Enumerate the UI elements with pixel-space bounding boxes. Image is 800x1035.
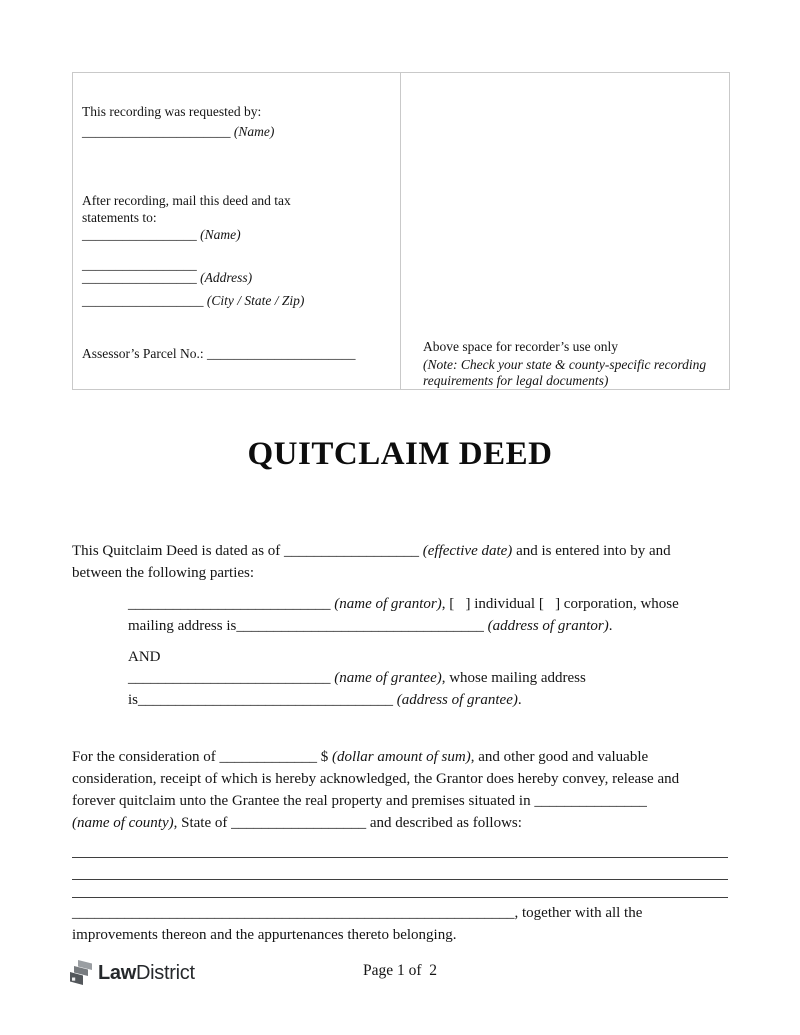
description-blank-4: ___________________________________________________________: [72, 905, 515, 921]
state-blank: __________________: [231, 815, 367, 831]
description-tail-line2: improvements thereon and the appurtenances thereto belonging.: [72, 927, 457, 943]
grantee-name-blank: ___________________________: [128, 670, 331, 686]
description-line-3: [72, 897, 728, 898]
description-line-1: [72, 857, 728, 858]
page-number: Page 1 of 2: [362, 962, 438, 979]
grantee-line-1: ___________________________ (name of grantee), whose mailing address: [128, 670, 586, 686]
description-tail-line: ___________________________________________________________, together with all the: [72, 905, 643, 921]
intro-line-1: This Quitclaim Deed is dated as of __________________ (effective date) and is entered into by and: [72, 543, 671, 559]
mail-city-state-zip-blank: __________________ (City / State / Zip): [82, 293, 305, 308]
consideration-line-3: forever quitclaim unto the Grantee the real property and premises situated in _______________: [72, 793, 647, 809]
description-line-2: [72, 879, 728, 880]
grantor-line-2: mailing address is_________________________________ (address of grantor).: [128, 618, 613, 634]
and-label: AND: [128, 649, 161, 665]
mail-address-blank-1: _________________: [82, 257, 197, 272]
recorder-box-right: [401, 73, 729, 389]
mail-to-label-line2: statements to:: [82, 210, 157, 225]
county-blank: _______________: [534, 793, 647, 809]
consideration-line-2: consideration, receipt of which is hereby acknowledged, the Grantor does hereby convey, release and: [72, 771, 680, 787]
recorder-use-note-line1: Above space for recorder’s use only: [423, 339, 619, 354]
recorder-box: [72, 72, 730, 390]
requested-by-blank: ______________________ (Name): [82, 124, 275, 139]
recorder-use-note-line2: (Note: Check your state & county-specific recording: [423, 357, 707, 372]
document-title: QUITCLAIM DEED: [247, 436, 553, 472]
grantor-line-1: ___________________________ (name of grantor), [ ] individual [ ] corporation, whose: [128, 596, 679, 612]
dollar-amount-blank: _____________: [219, 749, 317, 765]
grantee-line-2: is__________________________________ (address of grantee).: [128, 692, 522, 708]
mail-address-blank-2: _________________ (Address): [82, 270, 253, 285]
grantor-address-blank: _________________________________: [236, 618, 484, 634]
intro-line-2: between the following parties:: [72, 565, 255, 581]
grantee-address-blank: __________________________________: [138, 692, 394, 708]
mail-to-label-line1: After recording, mail this deed and tax: [82, 193, 291, 208]
consideration-line-4: (name of county), State of __________________ and described as follows:: [72, 815, 522, 831]
recorder-box-left: [73, 73, 401, 389]
assessor-parcel-line: Assessor’s Parcel No.: ______________________: [82, 346, 356, 361]
consideration-line-1: For the consideration of _____________ $ (dollar amount of sum), and other good and valuable: [72, 749, 649, 765]
grantor-name-blank: ___________________________: [128, 596, 331, 612]
effective-date-blank: __________________: [284, 543, 420, 559]
recorder-use-note-line3: requirements for legal documents): [423, 373, 609, 388]
lawdistrict-wordmark: LawDistrict: [98, 961, 195, 984]
mail-name-blank: _________________ (Name): [82, 227, 241, 242]
requested-by-label: This recording was requested by:: [82, 104, 262, 119]
